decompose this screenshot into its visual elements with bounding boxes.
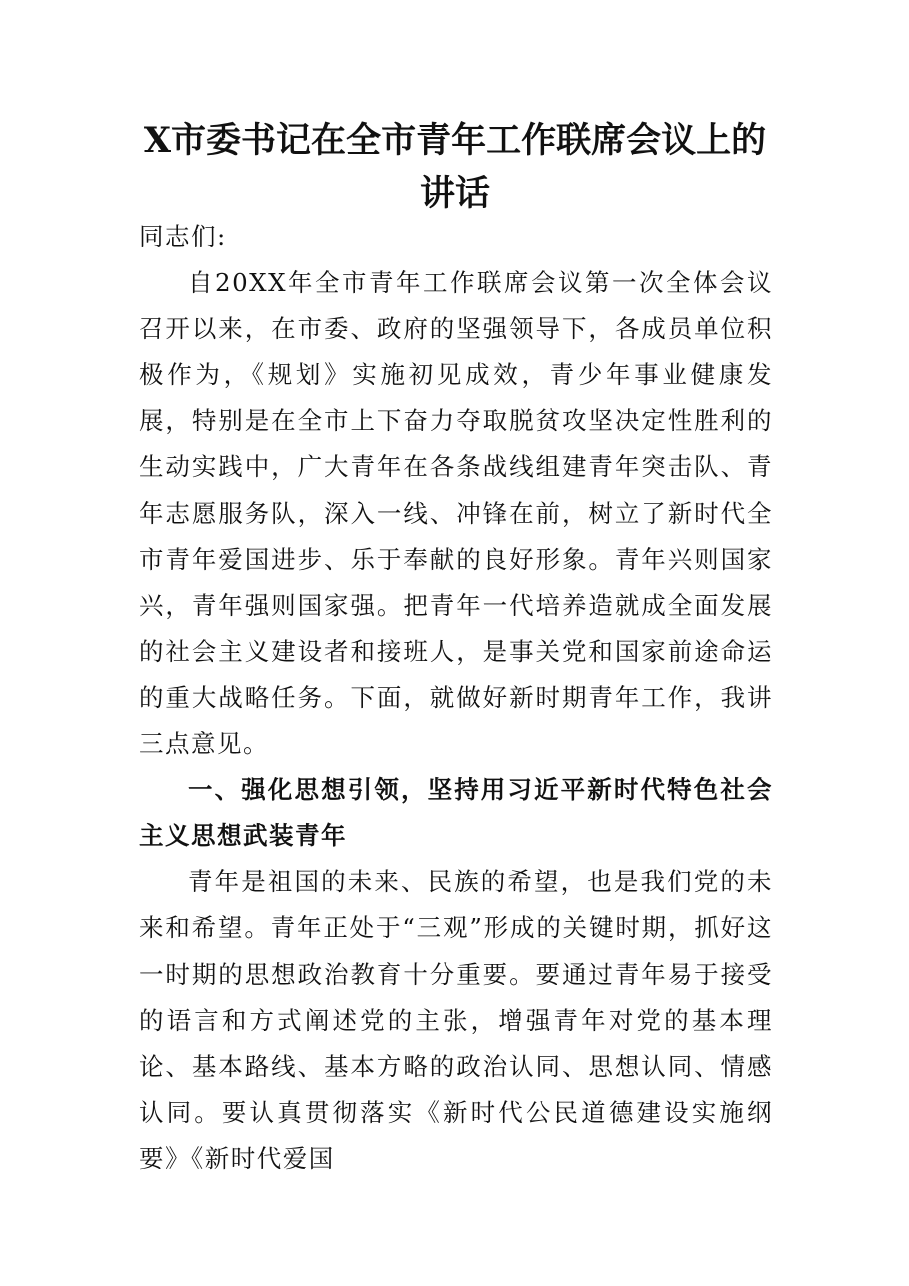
- paragraph-1: 自20XX年全市青年工作联席会议第一次全体会议召开以来，在市委、政府的坚强领导下，各成员单位积极作为，《规划》实施初见成效，青少年事业健康发展，特别是在全市上下奋力夺取脱贫攻坚决定性胜利的生动实践中，广大青年在各条战线组建青年突击队、青年志愿服务队，深入一线、冲锋在前，树立了新时代全市青年爱国进步、乐于奉献的良好形象。青年兴则国家兴，青年强则国家强。把青年一代培养造就成全面发展的社会主义建设者和接班人，是事关党和国家前途命运的重大战略任务。下面，就做好新时期青年工作，我讲三点意见。: [139, 268, 773, 759]
- section-heading-1: 一、强化思想引领，坚持用习近平新时代特色社会主义思想武装青年: [139, 775, 773, 851]
- title-line-1: X市委书记在全市青年工作联席会议上的: [143, 120, 767, 161]
- paragraph-2: 青年是祖国的未来、民族的希望，也是我们党的未来和希望。青年正处于“三观”形成的关键时期，抓好这一时期的思想政治教育十分重要。要通过青年易于接受的语言和方式阐述党的主张，增强青年对党的基本理论、基本路线、基本方略的政治认同、思想认同、情感认同。要认真贯彻落实《新时代公民道德建设实施纲要》《新时代爱国: [139, 867, 773, 1173]
- salutation: 同志们:: [139, 222, 227, 251]
- document-body: [139, 214, 773, 1182]
- title-line-2: 讲话: [419, 173, 490, 214]
- document-title: [120, 114, 790, 220]
